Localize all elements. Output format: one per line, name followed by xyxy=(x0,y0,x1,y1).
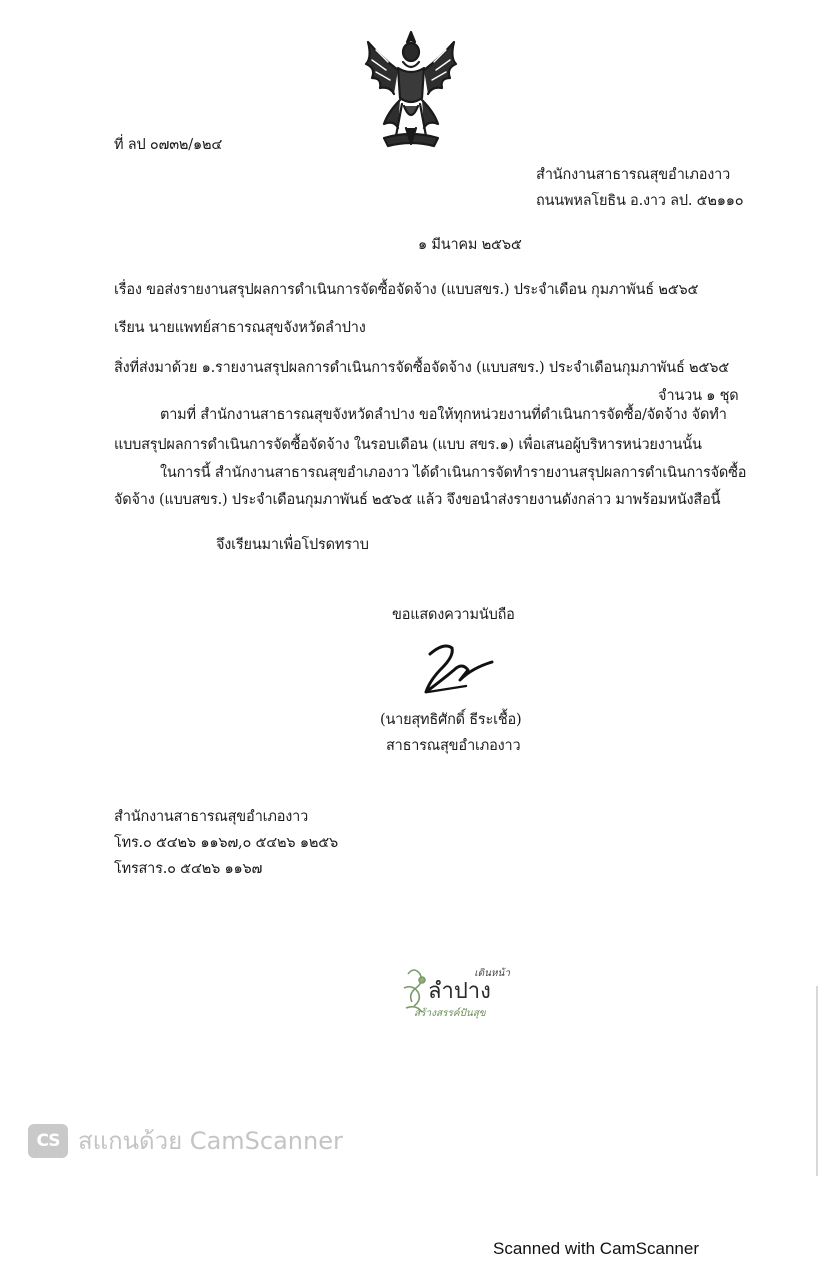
signer-name: (นายสุทธิศักดิ์ ธีระเชื้อ) xyxy=(380,712,522,728)
body-line: ตามที่ สำนักงานสาธารณสุขจังหวัดลำปาง ขอให้ทุกหน่วยงานที่ดำเนินการจัดซื้อ/จัดจ้าง จัดทำ xyxy=(160,407,727,423)
camscanner-watermark: สแกนด้วย CamScanner xyxy=(78,1127,343,1155)
garuda-emblem-icon xyxy=(358,28,464,152)
handwritten-signature xyxy=(418,640,496,698)
scan-edge-line xyxy=(816,986,818,1176)
logo-top-text: เดินหน้า xyxy=(474,968,510,979)
salutation: ขอแสดงความนับถือ xyxy=(392,607,515,623)
body-line: แบบสรุปผลการดำเนินการจัดซื้อจัดจ้าง ในรอบเดือน (แบบ สขร.๑) เพื่อเสนอผู้บริหารหน่วยงานนั้น xyxy=(114,437,702,453)
signer-title: สาธารณสุขอำเภองาว xyxy=(386,738,521,754)
logo-main-text: ลำปาง xyxy=(428,979,491,1004)
body-line: จัดจ้าง (แบบสขร.) ประจำเดือนกุมภาพันธ์ ๒๕๖๕ แล้ว จึงขอนำส่งรายงานดังกล่าว มาพร้อมหนังสือนี้ xyxy=(114,492,721,508)
sender-address: ถนนพหลโยธิน อ.งาว ลป. ๕๒๑๑๐ xyxy=(536,193,744,209)
contact-office: สำนักงานสาธารณสุขอำเภองาว xyxy=(114,809,309,825)
lampang-logo xyxy=(400,958,532,1024)
letter-recipient: เรียน นายแพทย์สาธารณสุขจังหวัดลำปาง xyxy=(114,320,366,336)
contact-phone: โทร.๐ ๕๔๒๖ ๑๑๖๗,๐ ๕๔๒๖ ๑๒๕๖ xyxy=(114,835,338,851)
closing-request: จึงเรียนมาเพื่อโปรดทราบ xyxy=(216,537,369,553)
logo-bottom-text: สร้างสรรค์ปันสุข xyxy=(414,1008,486,1019)
scanned-with-footer: Scanned with CamScanner xyxy=(493,1239,700,1258)
letter-date: ๑ มีนาคม ๒๕๖๕ xyxy=(418,237,522,253)
enclosure-line: สิ่งที่ส่งมาด้วย ๑.รายงานสรุปผลการดำเนินการจัดซื้อจัดจ้าง (แบบสขร.) ประจำเดือนกุมภาพันธ์ ๒๕๖๕ xyxy=(114,360,729,376)
letter-subject: เรื่อง ขอส่งรายงานสรุปผลการดำเนินการจัดซื้อจัดจ้าง (แบบสขร.) ประจำเดือน กุมภาพันธ์ ๒๕๖๕ xyxy=(114,282,699,298)
camscanner-badge: CS xyxy=(28,1124,68,1158)
contact-fax: โทรสาร.๐ ๕๔๒๖ ๑๑๖๗ xyxy=(114,861,263,877)
reference-number: ที่ ลป ๐๗๓๒/๑๒๔ xyxy=(114,137,223,153)
enclosure-quantity: จำนวน ๑ ชุด xyxy=(658,388,739,404)
sender-office: สำนักงานสาธารณสุขอำเภองาว xyxy=(536,167,731,183)
body-line: ในการนี้ สำนักงานสาธารณสุขอำเภองาว ได้ดำเนินการจัดทำรายงานสรุปผลการดำเนินการจัดซื้อ xyxy=(160,465,747,481)
